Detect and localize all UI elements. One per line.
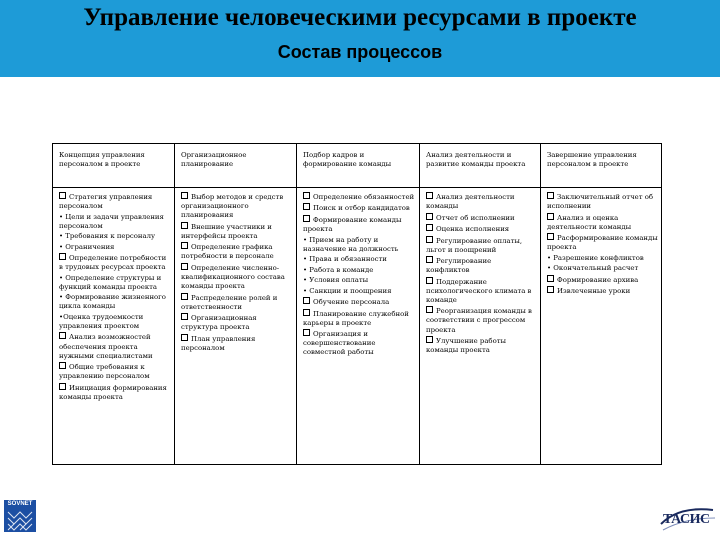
checkbox-list-item: Улучшение работы команды проекта (426, 336, 536, 355)
bullet-list-item: • Условия оплаты (303, 276, 369, 285)
column-heading: Организационное планирование (174, 144, 296, 187)
page-title: Управление человеческими ресурсами в проекте (83, 4, 637, 31)
checkbox-list-item: Определение численно-квалификационного состава команды проекта (181, 263, 292, 291)
checkbox-list-item: Поиск и отбор кандидатов (303, 203, 415, 213)
checkbox-list-item: Расформирование команды проекта (547, 234, 658, 252)
checkbox-list-item: Отчет об исполнении (426, 213, 536, 223)
column-heading: Концепция управления персоналом в проекте (59, 151, 145, 169)
column-cell (540, 188, 663, 464)
checkbox-list-item: Организационная структура проекта (181, 313, 292, 332)
checkbox-list-item: Обучение персонала (303, 297, 415, 307)
bullet-list-item: • Ограничения (59, 242, 115, 251)
checkbox-list-item: Заключительный отчет об исполнении (547, 192, 659, 211)
checkbox-list-item: Анализ и оценка деятельности команды (547, 213, 659, 232)
column-cell (419, 188, 540, 464)
table-header-row (53, 144, 661, 188)
bullet-list-item: • Определение структуры и функций команды проекта (59, 273, 162, 291)
process-table (52, 143, 662, 465)
bullet-list-item: • Формирование жизненного цикла команды (59, 293, 166, 311)
checkbox-list-item: Инициация формирования команды проекта (59, 383, 170, 402)
checkbox-list-item: Планирование служебной карьеры в проекте (303, 309, 415, 328)
checkbox-list-item: Стратегия управления персоналом (59, 192, 170, 211)
checkbox-list-item: Общие требования к управлению персоналом (59, 362, 170, 381)
column-heading: Анализ деятельности и развитие команды проекта (419, 144, 540, 187)
checkbox-list-item: Распределение ролей и ответственности (181, 293, 292, 312)
checkbox-list-item: Определение графика потребности в персонале (181, 242, 292, 261)
checkbox-list-item: Реорганизация команды в соответствии с прогрессом проекта (426, 306, 536, 334)
bullet-list-item: • Требования к персоналу (59, 232, 156, 241)
column-heading: Завершение управления персоналом в проекте (540, 144, 663, 187)
checkbox-list-item: Организация и совершенствование совместной работы (303, 329, 415, 357)
bullet-list-item: • Прием на работу и назначение на должность (303, 235, 399, 253)
tacis-logo-text: ТАСИС (663, 512, 710, 527)
column-cell (296, 188, 419, 464)
checkbox-list-item: Оценка исполнения (426, 224, 536, 234)
header-banner (0, 0, 720, 77)
bullet-list-item: • Разрешение конфликтов (547, 253, 644, 262)
sovnet-logo-text: SOVNET (7, 501, 33, 507)
checkbox-list-item: Внешние участники и интерфейсы проекта (181, 222, 292, 241)
tacis-logo (659, 504, 717, 534)
checkbox-list-item: Выбор методов и средств организационного планирования (181, 192, 292, 220)
checkbox-list-item: Формирование команды проекта (303, 215, 415, 234)
bullet-list-item: • Права и обязанности (303, 255, 387, 264)
checkbox-list-item: Извлеченные уроки (547, 286, 659, 296)
checkbox-list-item: Формирование архива (547, 275, 659, 285)
checkbox-list-item: Определение потребности в трудовых ресурсах проекта (59, 253, 170, 272)
bullet-list-item: •Оценка трудоемкости управления проектом (59, 312, 144, 330)
checkbox-list-item: Анализ возможностей обеспечения проекта нужными специалистами (59, 332, 170, 360)
bullet-list-item: • Окончательный расчет (547, 264, 639, 273)
checkbox-list-item: План управления персоналом (181, 334, 292, 353)
checkbox-list-item: Определение обязанностей (303, 192, 415, 202)
page-subtitle: Состав процессов (277, 42, 443, 62)
checkbox-list-item: Регулирование конфликтов (426, 256, 536, 275)
checkbox-list-item: Поддержание психологического климата в команде (426, 277, 536, 305)
column-cell (174, 188, 296, 464)
column-heading: Подбор кадров и формирование команды (296, 144, 419, 187)
sovnet-logo (4, 500, 36, 532)
table-body-row (53, 188, 661, 464)
checkbox-list-item: Регулирование оплаты, льгот и поощрений (426, 236, 536, 255)
bullet-list-item: • Санкции и поощрения (303, 286, 392, 295)
checkbox-list-item: Анализ деятельности команды (426, 192, 536, 211)
bullet-list-item: • Цели и задачи управления персоналом (59, 212, 164, 230)
column-cell (53, 188, 174, 464)
bullet-list-item: • Работа в команде (303, 265, 374, 274)
